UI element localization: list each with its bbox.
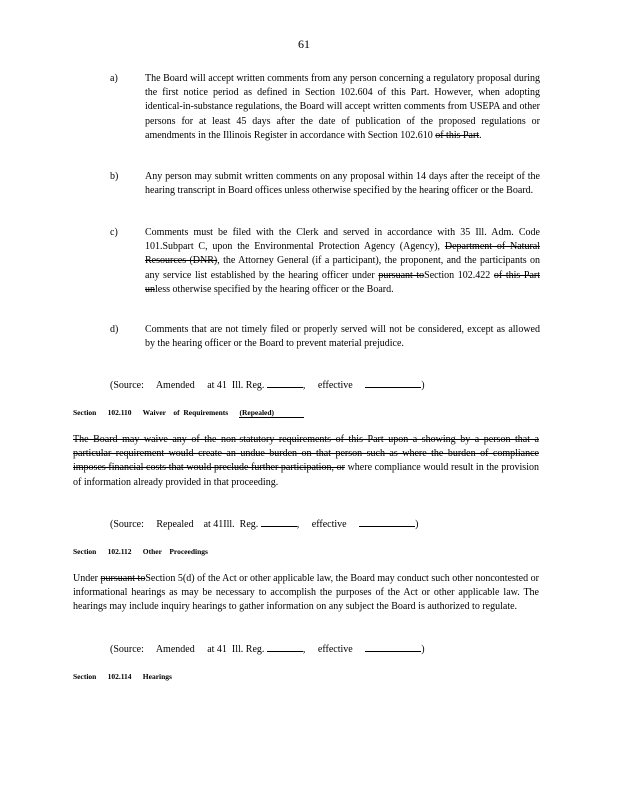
section-number: Section 102.110 bbox=[73, 408, 132, 417]
source-middle: , effective bbox=[296, 519, 360, 530]
blank-line bbox=[267, 642, 303, 652]
struck-text: The Board may waive any of the non-statutory requirements of this Part upon a showing by a person that a particular requirement would create an undue burden on that person such as where the burden of compliance imposes financial costs that would preclude further participation, or bbox=[73, 434, 539, 474]
page-number: 61 bbox=[298, 37, 310, 51]
blank-line bbox=[365, 642, 421, 652]
section-number: Section 102.114 bbox=[73, 672, 132, 681]
source-middle: , effective bbox=[302, 380, 366, 391]
item-text bbox=[145, 72, 540, 143]
blank-line bbox=[261, 517, 297, 527]
item-text bbox=[145, 226, 540, 297]
blank-line bbox=[365, 378, 421, 388]
item-label: a) bbox=[110, 73, 118, 84]
item-label: d) bbox=[110, 324, 119, 335]
source-suffix: ) bbox=[421, 644, 425, 655]
item-text bbox=[145, 323, 540, 351]
source-suffix: ) bbox=[421, 380, 425, 391]
body-text: Under bbox=[73, 573, 101, 584]
item-text-part: Comments that are not timely filed or properly served will not be considered, except as allowed by the hearing officer or the Board to prevent material prejudice. bbox=[145, 324, 540, 350]
blank-line bbox=[267, 378, 303, 388]
item-text-part: Any person may submit written comments on any proposal within 14 days after the receipt of the hearing transcript in Board offices unless otherwise specified by the hearing officer or the Board. bbox=[145, 171, 540, 197]
body-text: Section 5(d) of the Act or other applicable law, the Board may conduct such other noncontested or informational hearings as may be necessary to accomplish the purposes of the Act or other applicable law. The hearings may include inquiry hearings to gather information on any subject the Board is authorized to regulate. bbox=[73, 573, 540, 613]
section-body bbox=[73, 572, 539, 615]
source-suffix: ) bbox=[415, 519, 419, 530]
struck-text: of this Part bbox=[435, 129, 480, 141]
source-middle: , effective bbox=[302, 644, 366, 655]
section-body bbox=[73, 433, 539, 490]
section-title: Other Proceedings bbox=[142, 547, 208, 556]
body-text: where compliance would result in the provision of information already provided in that proceeding. bbox=[73, 462, 539, 488]
section-heading bbox=[73, 408, 304, 417]
item-label: b) bbox=[110, 171, 119, 182]
item-text bbox=[145, 170, 540, 198]
struck-text: pursuant to bbox=[100, 573, 146, 584]
source-prefix: (Source: Repealed at 41Ill. Reg. bbox=[110, 519, 261, 530]
item-label: c) bbox=[110, 227, 118, 238]
source-note bbox=[110, 642, 425, 655]
item-text-part: Comments must be filed with the Clerk and served in accordance with 35 Ill. Adm. Code 101.Subpart C, upon the Environmental Protection Agency (Agency), bbox=[145, 227, 540, 253]
item-text-part: The Board will accept written comments from any person concerning a regulatory proposal during the first notice period as defined in Section 102.604 of this Part. However, when adopting identical-in-substance regulations, the Board will accept written comments from USEPA and other persons for at least 45 days after the date of publication of the proposed regulations or amendments in the Illinois Register in accordance with Section 102.610 bbox=[145, 73, 540, 141]
item-text-part: , the Attorney General (if a participant), the proponent, and the participants on any service list established by the hearing officer under bbox=[145, 255, 540, 281]
blank-line bbox=[359, 517, 415, 527]
section-title: Waiver of Requirements bbox=[142, 408, 229, 417]
section-status: (Repealed) bbox=[239, 408, 304, 418]
source-prefix: (Source: Amended at 41 Ill. Reg. bbox=[110, 644, 267, 655]
item-text-part: less otherwise specified by the hearing officer or the Board. bbox=[155, 283, 394, 295]
section-heading bbox=[73, 672, 172, 681]
struck-text: pursuant to bbox=[378, 269, 425, 281]
item-text-part: Section 102.422 bbox=[424, 269, 494, 281]
source-note bbox=[110, 378, 425, 391]
source-prefix: (Source: Amended at 41 Ill. Reg. bbox=[110, 380, 267, 391]
section-heading bbox=[73, 547, 208, 556]
source-note bbox=[110, 517, 418, 530]
struck-text: of this Part un bbox=[145, 269, 540, 295]
section-number: Section 102.112 bbox=[73, 547, 132, 556]
section-title: Hearings bbox=[142, 672, 172, 681]
item-text-part: . bbox=[479, 129, 482, 141]
struck-text: Department of Natural Resources (DNR) bbox=[145, 241, 540, 267]
